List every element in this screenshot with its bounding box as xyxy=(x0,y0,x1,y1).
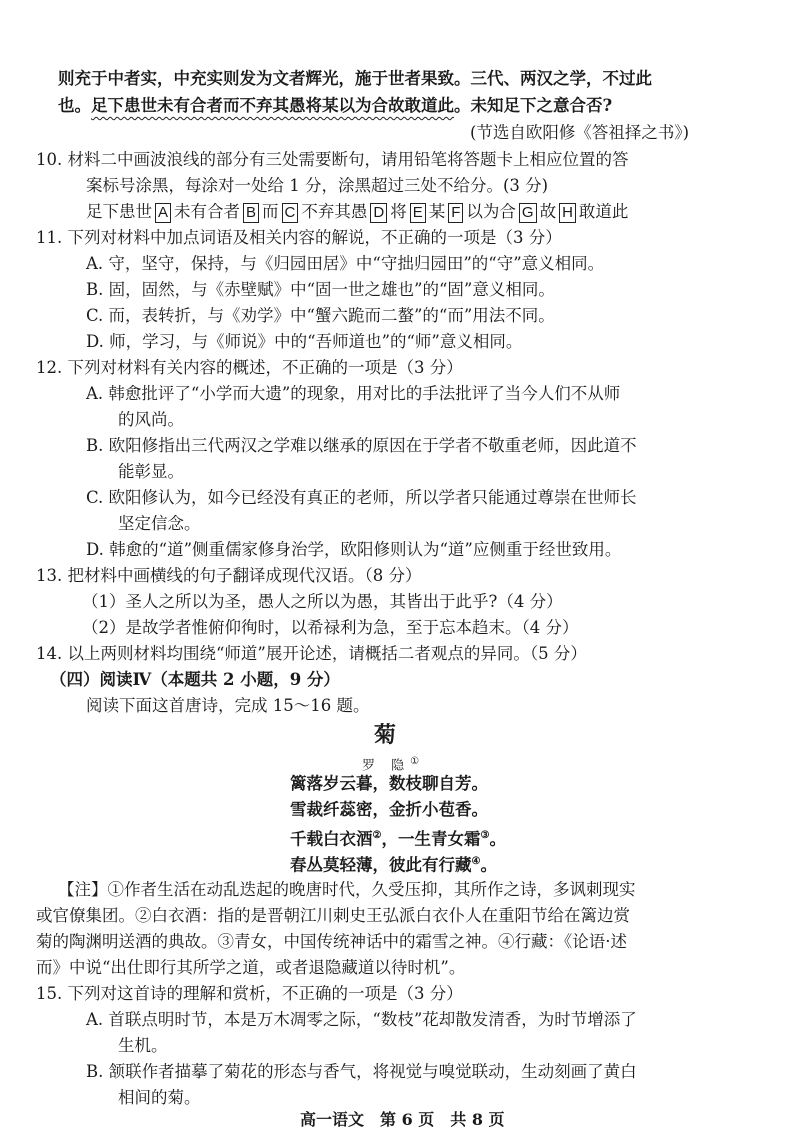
poem-notes: 【注】①作者生活在动乱迭起的晚唐时代，久受压抑，其所作之诗，多讽刺现实 xyxy=(58,880,636,899)
question-10-stem: 案标号涂黑，每涂对一处给 1 分，涂黑超过三处不给分。(3 分) xyxy=(86,176,549,195)
question-10-segments xyxy=(86,200,628,224)
question-12-stem: 12. 下列对材料有关内容的概述，不正确的一项是（3 分） xyxy=(36,358,463,377)
poem-text: 春丛莫轻薄，彼此有行藏 xyxy=(290,855,472,875)
footnote-mark: ④ xyxy=(471,856,481,867)
poem-line: 雪裁纤蕊密，金折小苞香。 xyxy=(290,800,488,819)
material-text-line xyxy=(58,94,612,118)
poem-notes: 菊的陶渊明送酒的典故。③青女，中国传统神话中的霜雪之神。④行藏：《论语·述 xyxy=(36,932,627,951)
segment-text: 某 xyxy=(428,202,446,221)
question-12-option-a: A. 韩愈批评了“小学而大遗”的现象，用对比的手法批评了当今人们不从师 xyxy=(86,384,621,403)
poem-title: 菊 xyxy=(374,722,397,748)
footnote-mark: ② xyxy=(372,830,382,841)
question-15-option-b: B. 颔联作者描摹了菊花的形态与香气，将视觉与嗅觉联动，生动刻画了黄白 xyxy=(86,1062,637,1081)
footnote-mark: ③ xyxy=(480,830,490,841)
break-mark-c[interactable]: C xyxy=(282,203,299,223)
question-13-stem: 13. 把材料中画横线的句子翻译成现代汉语。（8 分） xyxy=(36,566,422,585)
section-instruction: 阅读下面这首唐诗，完成 15～16 题。 xyxy=(86,696,370,715)
question-14-stem: 14. 以上两则材料均围绕“师道”展开论述，请概括二者观点的异同。（5 分） xyxy=(36,644,587,663)
question-13-sentence-2: （2）是故学者惟俯仰徇时，以希禄利为急，至于忘本趋末。（4 分） xyxy=(82,618,579,637)
break-mark-e[interactable]: E xyxy=(410,203,426,223)
poem-text: 千载白衣酒 xyxy=(290,829,373,849)
question-11-option-c: C. 而，表转折，与《劝学》中“蟹六跪而二螯”的“而”用法不同。 xyxy=(86,306,555,325)
question-15-option-a: A. 首联点明时节，本是万木凋零之际，“数枝”花却散发清香，为时节增添了 xyxy=(86,1010,637,1029)
break-mark-f[interactable]: F xyxy=(448,203,463,223)
segment-text: 不弃其愚 xyxy=(301,202,368,221)
segment-text: 敢道此 xyxy=(578,202,629,221)
question-12-option-a-cont: 的风尚。 xyxy=(118,410,184,429)
poem-line xyxy=(290,824,506,852)
question-12-option-d: D. 韩愈的“道”侧重儒家修身治学，欧阳修则认为“道”应侧重于经世致用。 xyxy=(86,540,622,559)
segment-text: 未有合者 xyxy=(174,202,241,221)
question-12-option-c: C. 欧阳修认为，如今已经没有真正的老师，所以学者只能通过尊崇在世师长 xyxy=(86,488,637,507)
poem-notes: 或官僚集团。②白衣酒：指的是晋朝江川刺史王弘派白衣仆人在重阳节给在篱边赏 xyxy=(36,906,630,925)
material-text: 。未知足下之意合否? xyxy=(454,96,613,115)
page-footer: 高一语文 第 6 页 共 8 页 xyxy=(300,1110,505,1129)
poem-line xyxy=(290,850,497,878)
question-13-sentence-1: （1）圣人之所以为圣，愚人之所以为愚，其皆出于此乎?（4 分） xyxy=(82,592,563,611)
break-mark-b[interactable]: B xyxy=(243,203,259,223)
section-heading: （四）阅读Ⅳ（本题共 2 小题，9 分） xyxy=(50,670,340,689)
footnote-mark: ① xyxy=(410,756,426,767)
poem-line: 篱落岁云暮，数枝聊自芳。 xyxy=(290,774,488,793)
segment-text: 足下患世 xyxy=(86,202,152,221)
segment-text: 故 xyxy=(539,202,557,221)
poem-text: 。 xyxy=(480,855,497,875)
question-10-stem: 10. 材料二中画波浪线的部分有三处需要断句，请用铅笔将答题卡上相应位置的答 xyxy=(36,150,629,169)
author-name: 罗 隐 xyxy=(362,758,411,774)
break-mark-a[interactable]: A xyxy=(155,203,171,223)
question-15-stem: 15. 下列对这首诗的理解和赏析，不正确的一项是（3 分） xyxy=(36,984,463,1003)
segment-text: 以为合 xyxy=(466,202,516,221)
material-source: (节选自欧阳修《答祖择之书》) xyxy=(470,123,690,142)
break-mark-g[interactable]: G xyxy=(519,203,537,223)
question-12-option-b-cont: 能彰显。 xyxy=(118,462,184,481)
break-mark-d[interactable]: D xyxy=(370,203,387,223)
poem-text: ，一生青女霜 xyxy=(381,829,481,849)
question-15-option-a-cont: 生机。 xyxy=(118,1036,168,1055)
question-11-option-d: D. 师，学习，与《师说》中的“吾师道也”的“师”意义相同。 xyxy=(86,332,523,351)
question-12-option-c-cont: 坚定信念。 xyxy=(118,514,201,533)
question-12-option-b: B. 欧阳修指出三代两汉之学难以继承的原因在于学者不敬重老师，因此道不 xyxy=(86,436,637,455)
question-11-option-a: A. 守，坚守，保持，与《归园田居》中“守拙归园田”的“守”意义相同。 xyxy=(86,254,605,273)
break-mark-h[interactable]: H xyxy=(559,203,576,223)
question-11-option-b: B. 固，固然，与《赤壁赋》中“固一世之雄也”的“固”意义相同。 xyxy=(86,280,555,299)
material-text-line: 则充于中者实，中充实则发为文者辉光，施于世者果致。三代、两汉之学，不过此 xyxy=(58,69,652,88)
material-text: 也。 xyxy=(58,96,91,115)
segment-text: 将 xyxy=(390,202,407,221)
poem-text: 。 xyxy=(489,829,506,849)
question-15-option-b-cont: 相间的菊。 xyxy=(118,1088,201,1107)
wavy-underlined-sentence: 足下患世未有合者而不弃其愚将某以为合故敢道此 xyxy=(91,96,454,115)
question-11-stem: 11. 下列对材料中加点词语及相关内容的解说，不正确的一项是（3 分） xyxy=(36,228,562,247)
segment-text: 而 xyxy=(262,202,279,221)
poem-notes: 而》中说“出仕即行其所学之道，或者退隐藏道以待时机”。 xyxy=(36,958,466,977)
